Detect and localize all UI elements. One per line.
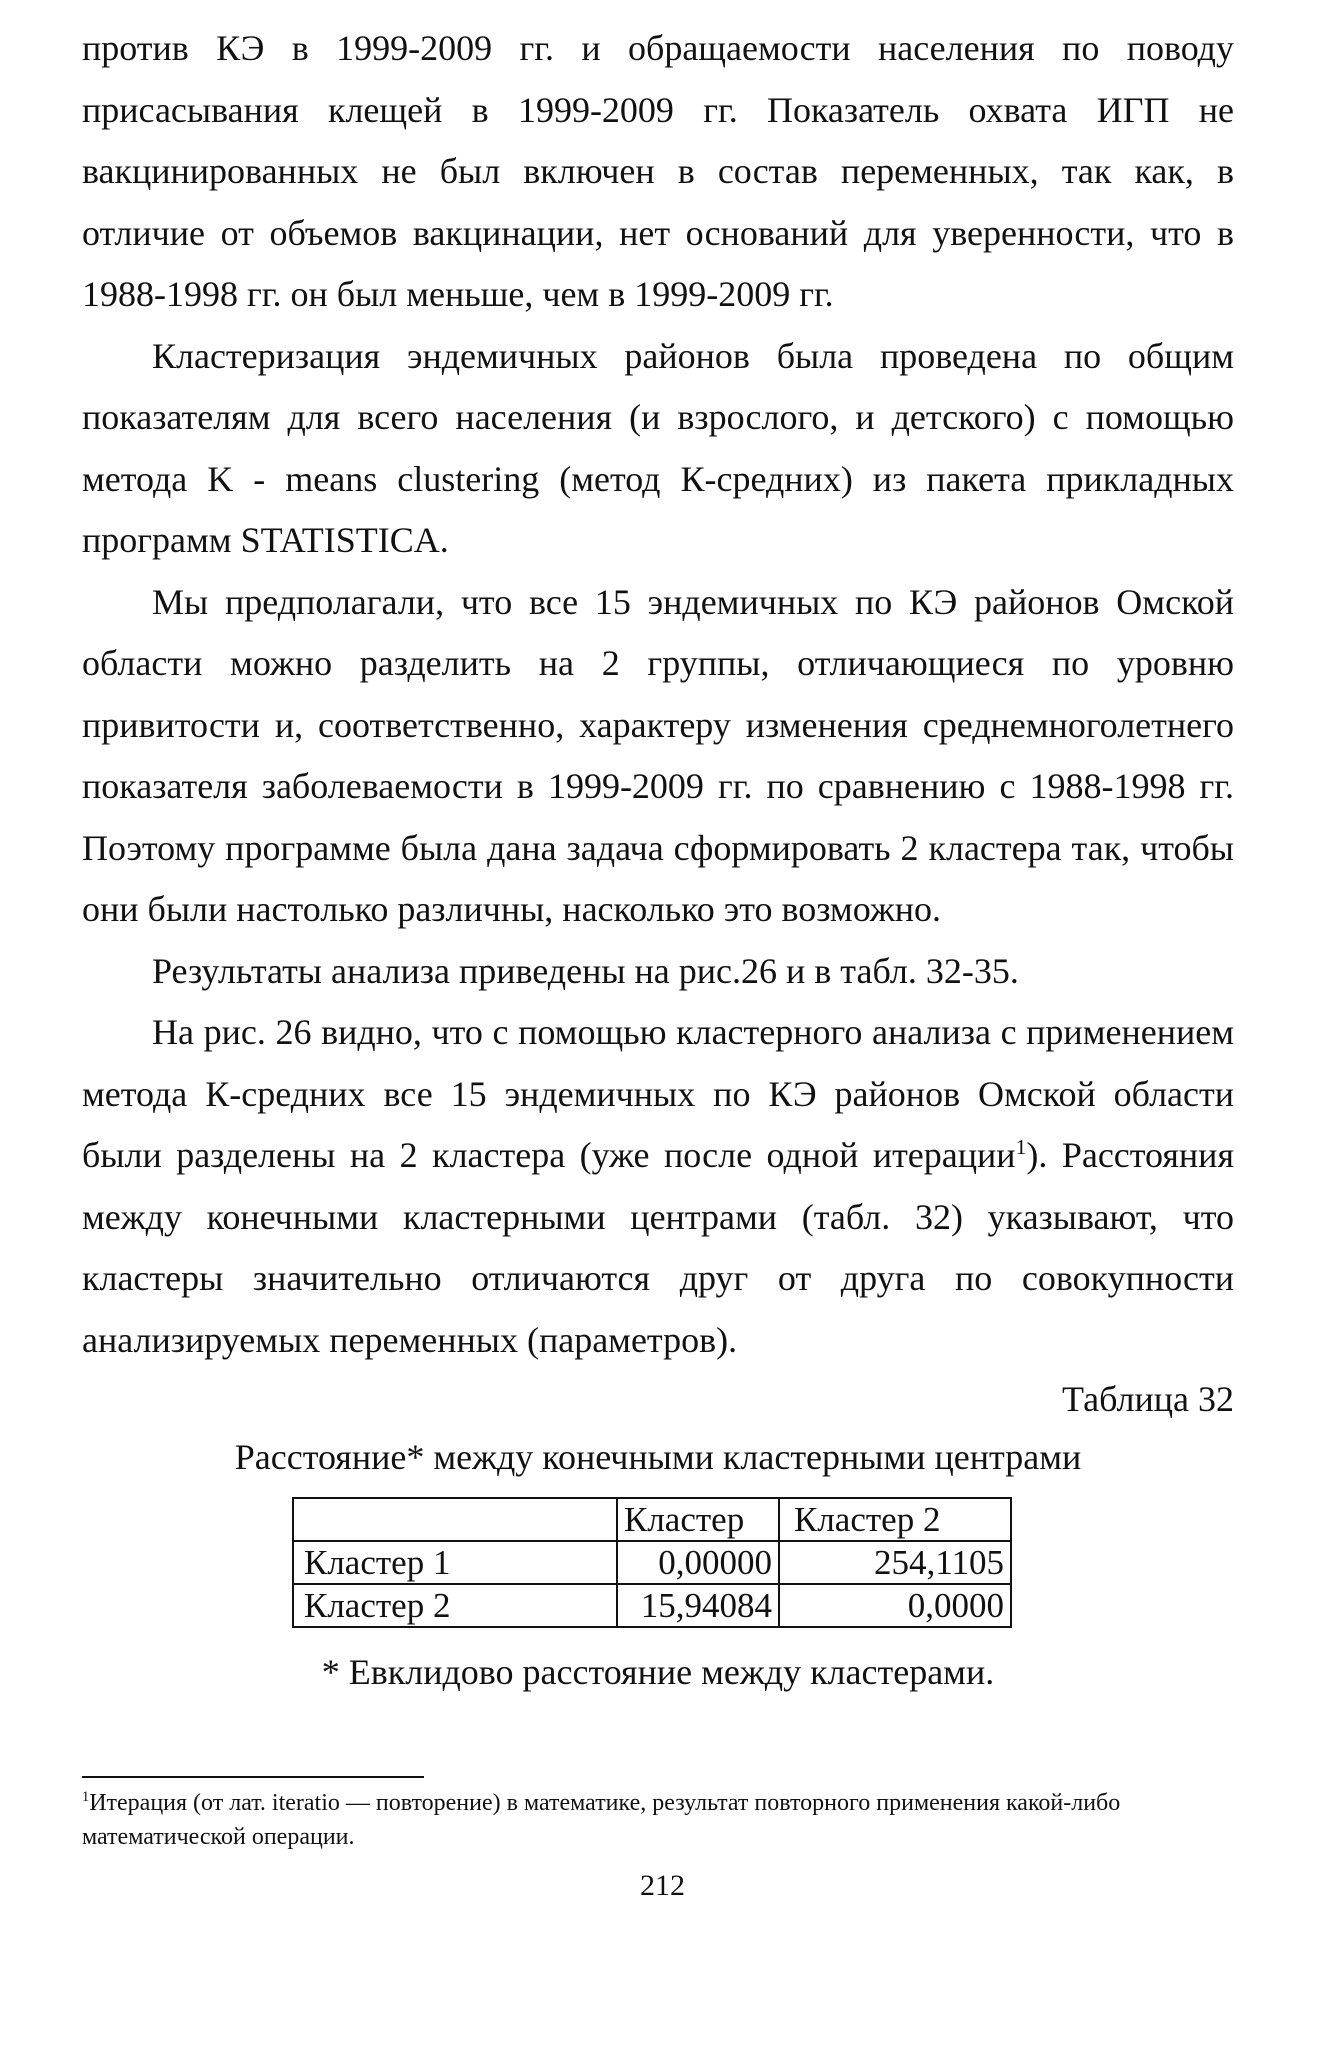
paragraph-clustering-method: Кластеризация эндемичных районов была проведена по общим показателям для всего населения (и взрослого, и детского) с помощью метода K - means clustering (метод К-средних) из пакета прикладных программ STATISTICA. [82, 335, 1234, 560]
table-cell: 15,94084 [617, 1584, 779, 1627]
table-header-cell: Кластер 2 [779, 1498, 1011, 1541]
footnote-reference-mark: 1 [1015, 1135, 1027, 1159]
table-header-row [293, 1498, 1011, 1541]
table-header-cell [293, 1498, 617, 1541]
table-row [293, 1584, 1011, 1627]
table-cell: 254,1105 [779, 1541, 1011, 1584]
page-number: 212 [640, 1869, 685, 1902]
footnote [82, 1786, 1234, 1854]
table-row [293, 1541, 1011, 1584]
paragraph-figure-description [82, 1002, 1234, 1371]
table-number-label: Таблица 32 [1062, 1379, 1234, 1419]
footnote-divider [82, 1776, 424, 1778]
paragraph-hypothesis: Мы предполагали, что все 15 эндемичных по КЭ районов Омской области можно разделить на 2 группы, отличающиеся по уровню привитости и, соответственно, характеру изменения среднемноголетнего показателя заболеваемости в 1999-2009 гг. по сравнению с 1988-1998 гг. Поэтому программе была дана задача сформировать 2 кластера так, чтобы они были настолько различны, насколько это возможно. [82, 581, 1234, 929]
table-title: Расстояние* между конечными кластерными центрами [234, 1437, 1082, 1477]
table-row-label: Кластер 2 [293, 1584, 617, 1627]
paragraph-continuation: против КЭ в 1999-2009 гг. и обращаемости населения по поводу присасывания клещей в 1999-2009 гг. Показатель охвата ИГП не вакцинированных не был включен в состав переменных, так как, в отличие от объемов вакцинации, нет оснований для уверенности, что в 1988-1998 гг. он был меньше, чем в 1999-2009 гг. [82, 28, 1234, 314]
cluster-distance-table [292, 1497, 1012, 1628]
table-note: * Евклидово расстояние между кластерами. [321, 1652, 995, 1692]
table-header-cell: Кластер [617, 1498, 779, 1541]
footnote-text: Итерация (от лат. iteratio — повторение) в математике, результат повторного применения какой-либо математической операции. [82, 1790, 1121, 1850]
table-row-label: Кластер 1 [293, 1541, 617, 1584]
table-cell: 0,0000 [779, 1584, 1011, 1627]
paragraph-results-reference: Результаты анализа приведены на рис.26 и в табл. 32-35. [152, 950, 1019, 991]
paragraph-figure-text-before: На рис. 26 видно, что с помощью кластерного анализа с применением метода К-средних все 15 эндемичных по КЭ районов Омской области были разделены на 2 кластера (уже после одной итерации [82, 1012, 1234, 1175]
footnote-mark: 1 [82, 1789, 90, 1805]
paragraph-figure-text-after: ). Расстояния между конечными кластерными центрами (табл. 32) указывают, что кластеры значительно отличаются друг от друга по совокупности анализируемых переменных (параметров). [82, 1135, 1235, 1360]
table-cell: 0,00000 [617, 1541, 779, 1584]
page-body [82, 18, 1234, 1694]
